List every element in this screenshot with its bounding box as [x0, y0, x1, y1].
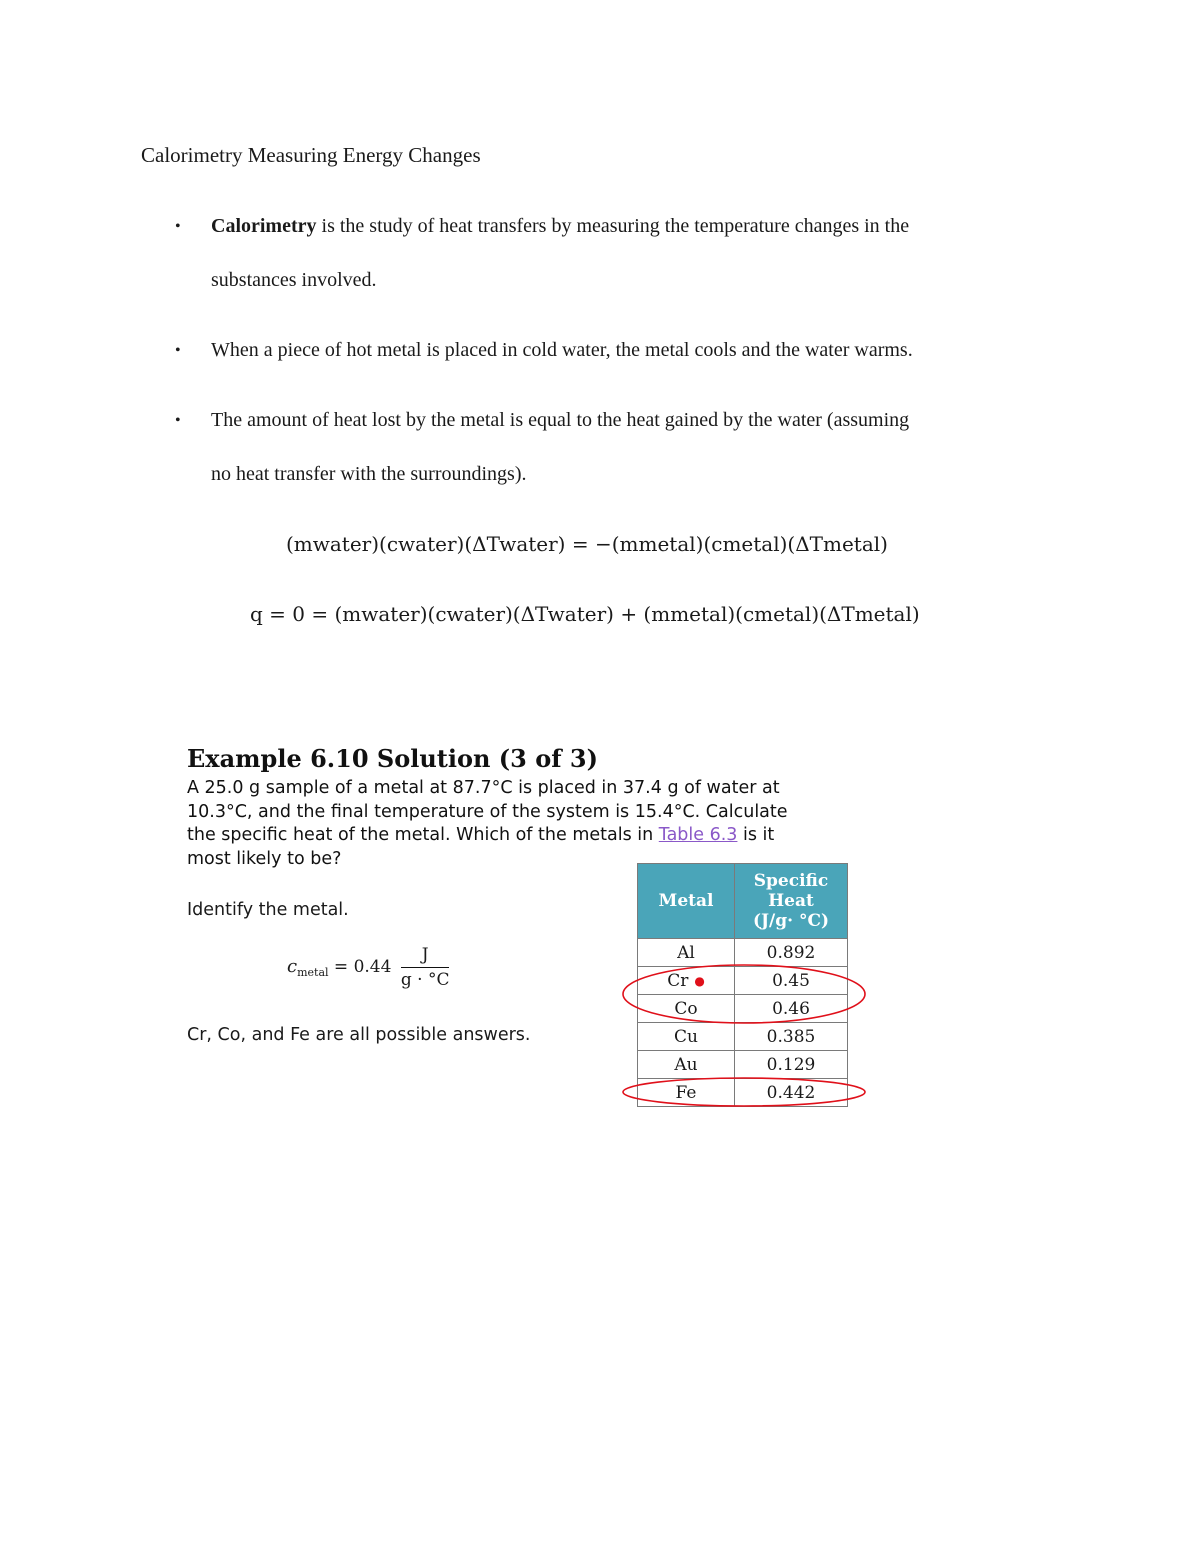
heat-cell: 0.385 — [735, 1023, 848, 1051]
problem-text-end: is it most likely to be? — [187, 825, 775, 869]
heat-cell: 0.45 — [735, 967, 848, 995]
highlight-ellipse-fe — [623, 1078, 865, 1106]
problem-text: A 25.0 g sample of a metal at 87.7°C is placed in 37.4 g of water at 10.3°C, and the final temperature of the system is 15.4°C. Calculate the specific heat of the metal. Which of the metals in — [187, 778, 788, 845]
answer-text: Cr, Co, and Fe are all possible answers. — [187, 1025, 531, 1045]
bullet-text: When a piece of hot metal is placed in cold water, the metal cools and the water warms. — [211, 339, 913, 361]
fraction-numerator: J — [401, 945, 450, 968]
header-specific: Specific — [753, 871, 829, 891]
table-link[interactable]: Table 6.3 — [658, 825, 738, 845]
heat-cell: 0.46 — [735, 995, 848, 1023]
metal-cell: Al — [638, 939, 735, 967]
bullet-text-continued: substances involved. — [211, 269, 377, 291]
header-metal: Metal — [638, 864, 735, 939]
formula-symbol: c — [287, 956, 298, 977]
metal-cell: Co — [638, 995, 735, 1023]
formula-subscript: metal — [297, 966, 329, 979]
heat-cell: 0.892 — [735, 939, 848, 967]
bullet-text-continued: no heat transfer with the surroundings). — [211, 463, 527, 485]
identify-step: Identify the metal. — [187, 900, 349, 920]
bullet-text: The amount of heat lost by the metal is equal to the heat gained by the water (assuming — [211, 409, 910, 431]
heat-cell: 0.129 — [735, 1051, 848, 1079]
example-title: Example 6.10 Solution (3 of 3) — [187, 744, 598, 773]
bullet-marker: • — [175, 218, 181, 235]
metal-cell: Fe — [638, 1079, 735, 1107]
formula-value: = 0.44 — [328, 957, 392, 977]
bold-term: Calorimetry — [211, 215, 317, 237]
metal-cell: Au — [638, 1051, 735, 1079]
heat-cell: 0.442 — [735, 1079, 848, 1107]
document-title: Calorimetry Measuring Energy Changes — [141, 143, 481, 167]
header-heat: Heat — [768, 891, 814, 911]
red-dot-mark: ● — [694, 974, 705, 988]
equation-q-zero: q = 0 = (mwater)(cwater)(ΔTwater) + (mmetal)(cmetal)(ΔTmetal) — [250, 602, 920, 626]
fraction-denominator: g · °C — [400, 970, 450, 990]
equation-heat-balance: (mwater)(cwater)(ΔTwater) = −(mmetal)(cmetal)(ΔTmetal) — [286, 532, 888, 556]
header-units: (J/g· °C) — [752, 911, 830, 931]
bullet-marker: • — [175, 412, 181, 429]
highlight-ellipse-cr-co — [623, 965, 865, 1023]
metal-cell-text: Cr — [667, 970, 689, 991]
bullet-text: is the study of heat transfers by measuring the temperature changes in the — [316, 215, 910, 237]
metal-cell: Cu — [638, 1023, 735, 1051]
bullet-marker: • — [175, 342, 181, 359]
